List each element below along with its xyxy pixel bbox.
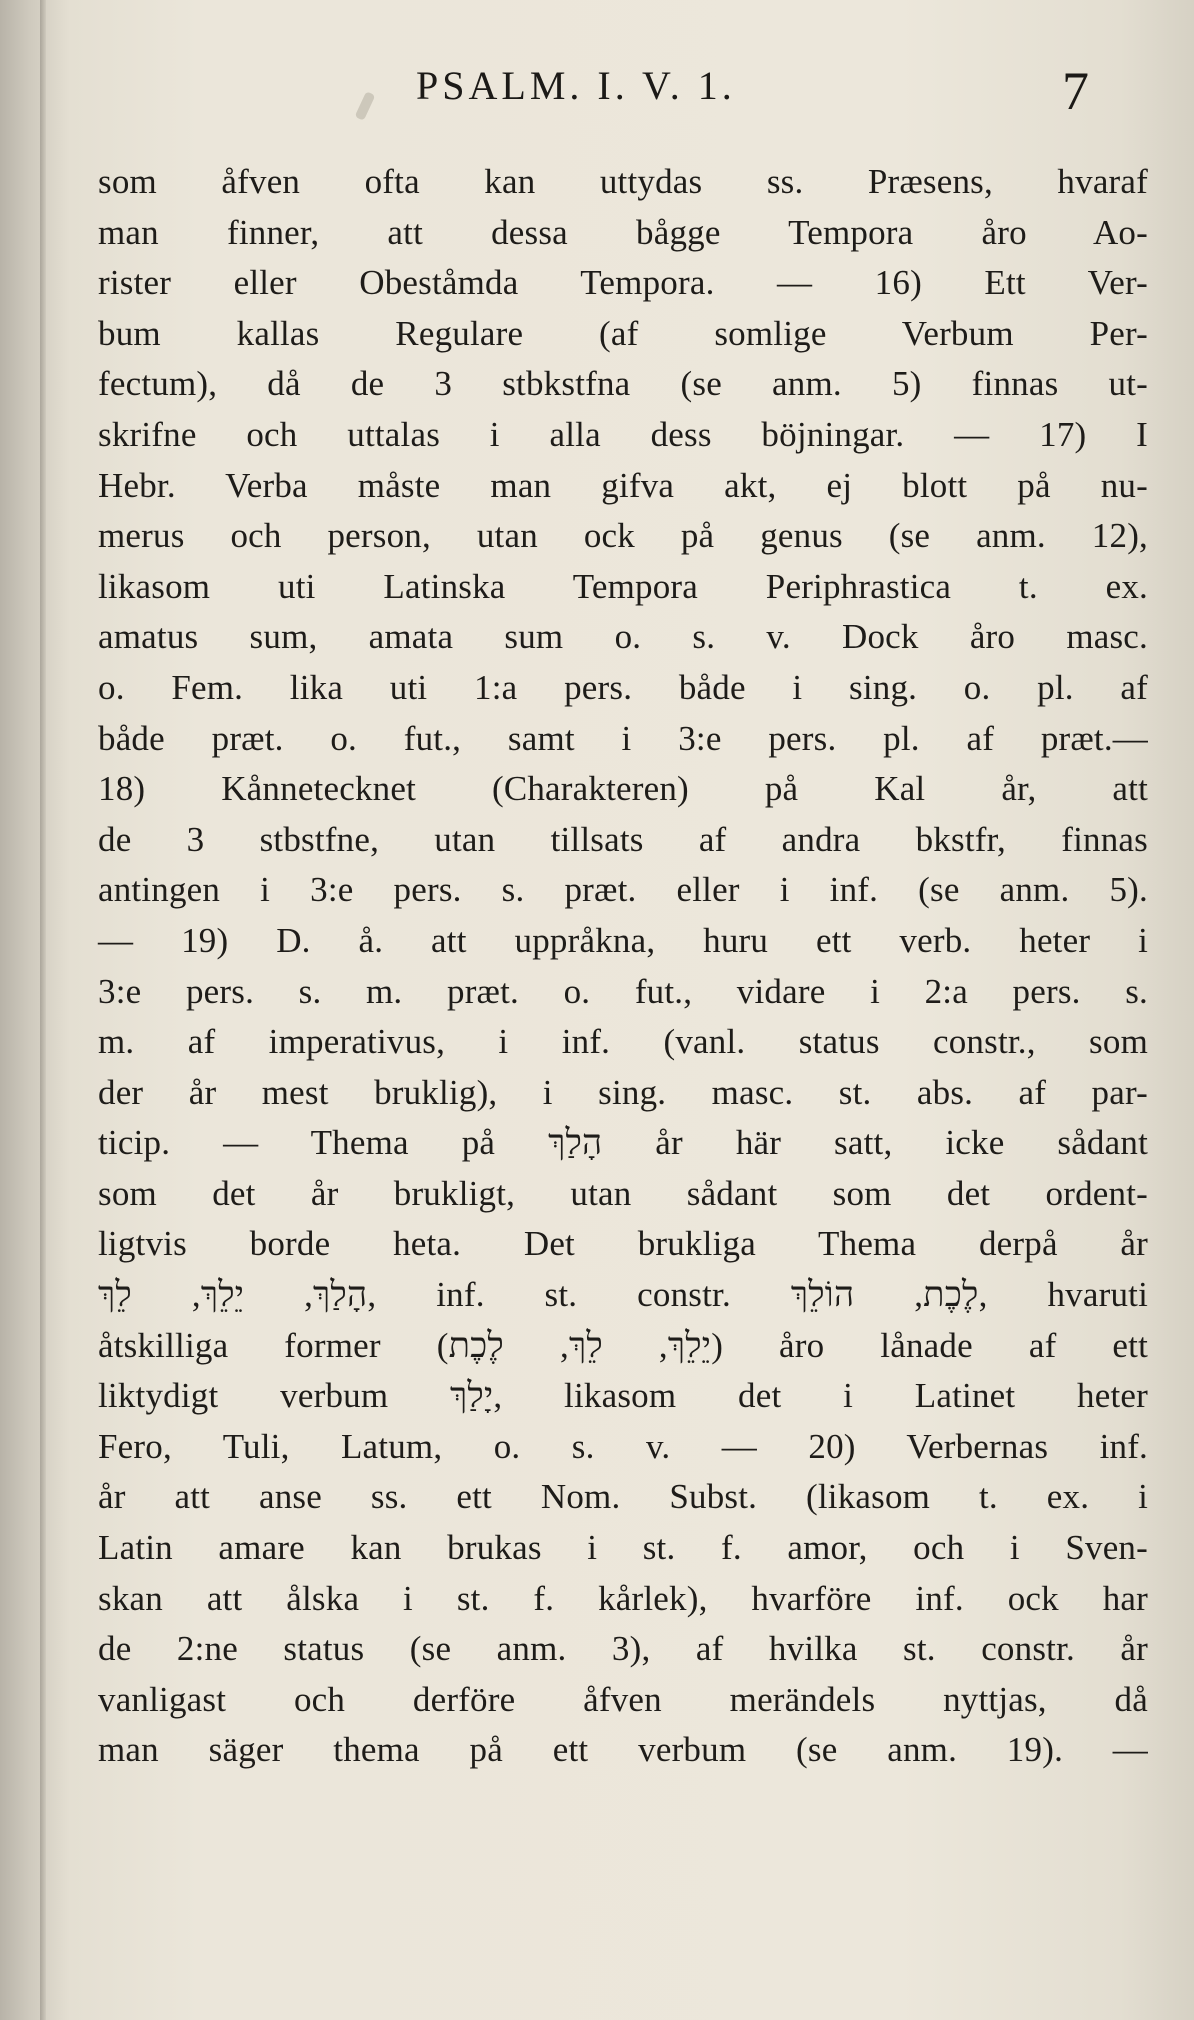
text-line: som åfven ofta kan uttydas ss. Præsens, hvaraf bbox=[98, 162, 1148, 201]
text-line: הָלַךְ, יֵלֵךְ, לֵךְ, inf. st. constr. לֶכֶת, הוֹלֵךְ, hvaruti bbox=[98, 1275, 1148, 1315]
text-line: bum kallas Regulare (af somlige Verbum Per- bbox=[98, 313, 1148, 353]
text-line: år att anse ss. ett Nom. Subst. (likasom t. ex. i bbox=[98, 1477, 1148, 1517]
text-line: man finner, att dessa bågge Tempora åro Ao- bbox=[98, 212, 1148, 252]
text-line: — 19) D. å. att uppråkna, huru ett verb. heter i bbox=[98, 920, 1148, 960]
running-head bbox=[46, 60, 1194, 130]
book-page bbox=[46, 0, 1194, 2020]
text-line: skrifne och uttalas i alla dess böjningar. — 17) I bbox=[98, 414, 1148, 454]
text-line: o. Fem. lika uti 1:a pers. både i sing. o. pl. af bbox=[98, 667, 1148, 707]
text-line: vanligast och derföre åfven merändels nyttjas, då bbox=[98, 1679, 1148, 1719]
text-line: åtskilliga former (יֵלֵךְ, לֵךְ, לֶכֶת) åro lånade af ett bbox=[98, 1325, 1148, 1365]
text-line: ligtvis borde heta. Det brukliga Thema derpå år bbox=[98, 1224, 1148, 1264]
text-line: 18) Kånnetecknet (Charakteren) på Kal år, att bbox=[98, 769, 1148, 809]
text-line: rister eller Obeståmda Tempora. — 16) Ett Ver- bbox=[98, 263, 1148, 303]
text-line: Hebr. Verba måste man gifva akt, ej blott på nu- bbox=[98, 465, 1148, 505]
text-line: både præt. o. fut., samt i 3:e pers. pl. af præt.— bbox=[98, 718, 1148, 758]
text-line: ticip. — Thema på הָלַךְ år här satt, icke sådant bbox=[98, 1123, 1148, 1163]
text-line: amatus sum, amata sum o. s. v. Dock åro masc. bbox=[98, 617, 1148, 657]
text-line: Latin amare kan brukas i st. f. amor, och i Sven- bbox=[98, 1528, 1148, 1568]
text-line: merus och person, utan ock på genus (se anm. 12), bbox=[98, 516, 1148, 556]
text-line: man säger thema på ett verbum (se anm. 19). — bbox=[98, 1730, 1148, 1770]
page-number: 7 bbox=[1062, 61, 1089, 121]
text-line: de 2:ne status (se anm. 3), af hvilka st. constr. år bbox=[98, 1629, 1148, 1669]
text-line: der år mest bruklig), i sing. masc. st. abs. af par- bbox=[98, 1072, 1148, 1112]
running-head-title: PSALM. I. V. 1. bbox=[416, 63, 736, 108]
text-line: liktydigt verbum יָלַךְ, likasom det i Latinet heter bbox=[98, 1376, 1148, 1416]
text-line: antingen i 3:e pers. s. præt. eller i inf. (se anm. 5). bbox=[98, 870, 1148, 910]
text-line: de 3 stbstfne, utan tillsats af andra bkstfr, finnas bbox=[98, 819, 1148, 859]
text-line: fectum), då de 3 stbkstfna (se anm. 5) finnas ut- bbox=[98, 364, 1148, 404]
text-line: m. af imperativus, i inf. (vanl. status constr., som bbox=[98, 1022, 1148, 1062]
text-line: 3:e pers. s. m. præt. o. fut., vidare i 2:a pers. s. bbox=[98, 971, 1148, 1011]
text-line: skan att ålska i st. f. kårlek), hvarföre inf. ock har bbox=[98, 1578, 1148, 1618]
text-line: som det år brukligt, utan sådant som det ordent- bbox=[98, 1173, 1148, 1213]
text-line: likasom uti Latinska Tempora Periphrastica t. ex. bbox=[98, 566, 1148, 606]
text-line: Fero, Tuli, Latum, o. s. v. — 20) Verbernas inf. bbox=[98, 1426, 1148, 1466]
body-text bbox=[98, 157, 1148, 1776]
